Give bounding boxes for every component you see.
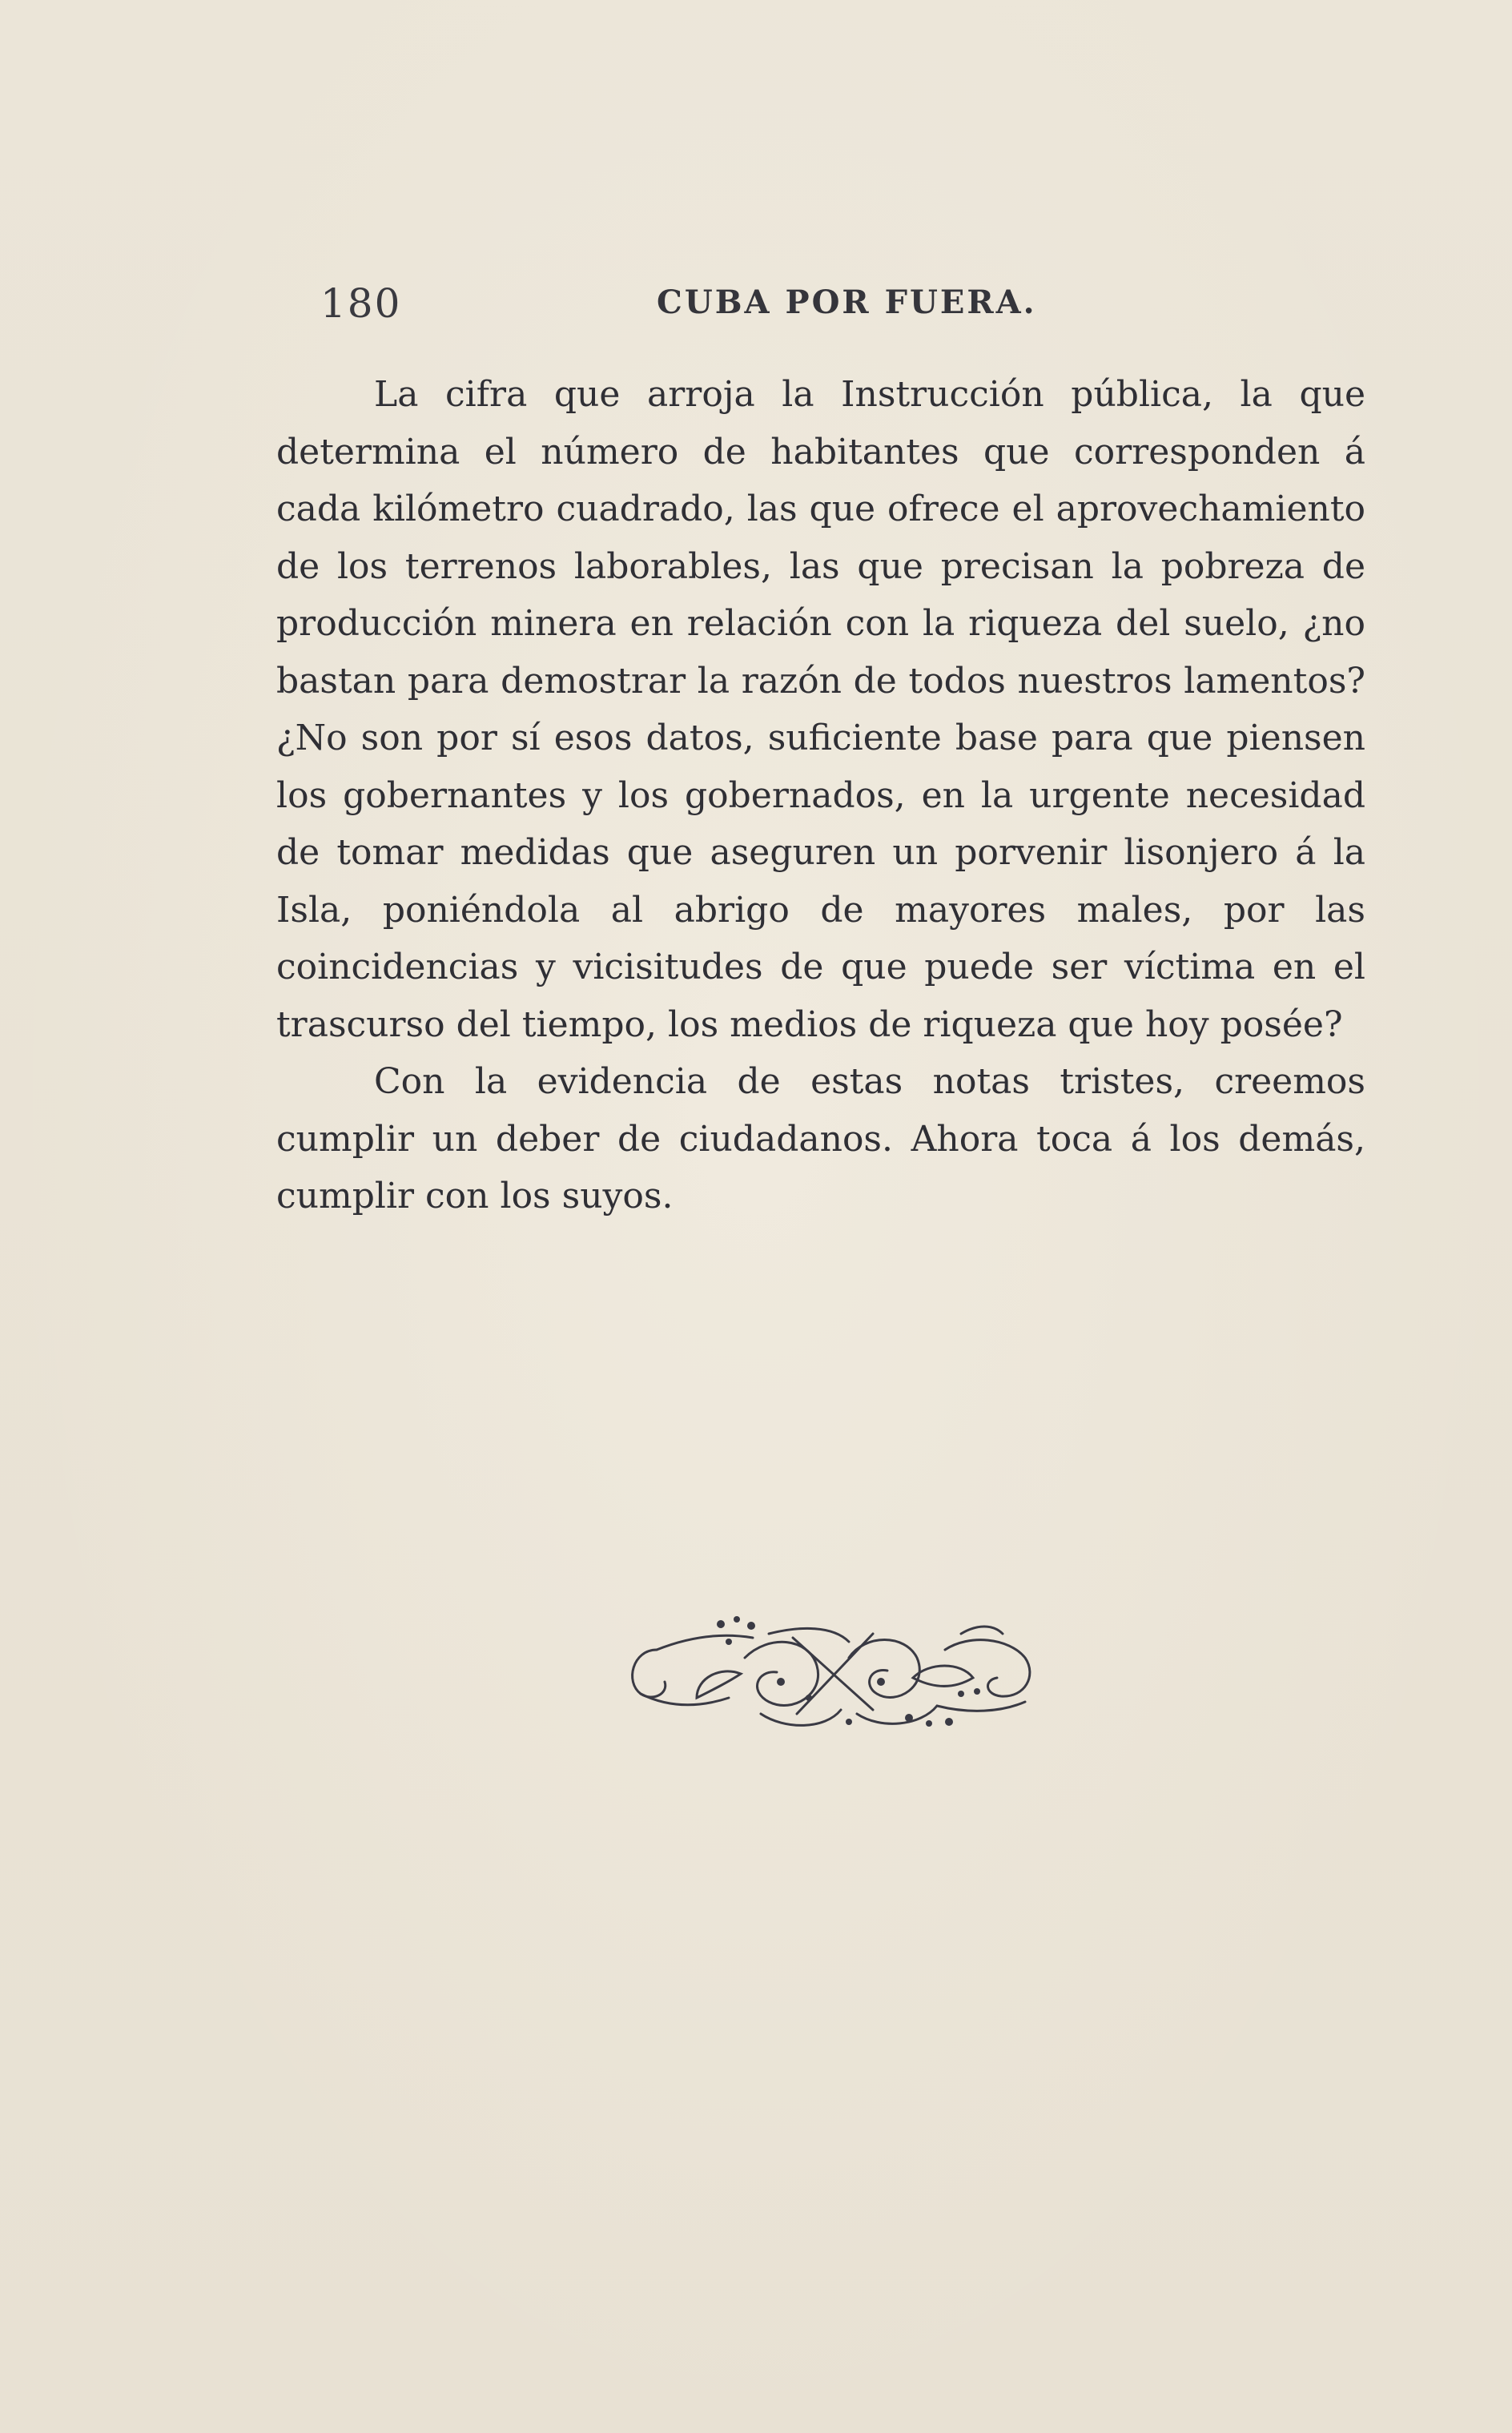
body-text (276, 366, 1365, 1225)
page-number: 180 (320, 280, 402, 327)
paragraph-1: La cifra que arroja la Instrucción pública, la que determina el número de habitantes que corresponden á cada kilómetro cuadrado, las que ofrece el aprovechamiento de los terrenos laborables, las que precisan la pobreza de producción minera en relación con la riqueza del suelo, ¿no bastan para demostrar la razón de todos nuestros lamentos? ¿No son por sí esos datos, suficiente base para que piensen los gobernantes y los gobernados, en la urgente necesidad de tomar medidas que aseguren un porvenir lisonjero á la Isla, poniéndola al abrigo de mayores males, por las coincidencias y vicisitudes de que puede ser víctima en el trascurso del tiempo, los medios de riqueza que hoy posée? (276, 374, 1365, 1045)
page-header (320, 280, 1377, 328)
floral-tailpiece-icon (609, 1602, 1057, 1738)
running-head: CUBA POR FUERA. (657, 284, 1037, 321)
paragraph-2: Con la evidencia de estas notas tristes, creemos cumplir un deber de ciudadanos. Ahora toca á los demás, cumplir con los suyos. (276, 1061, 1365, 1216)
